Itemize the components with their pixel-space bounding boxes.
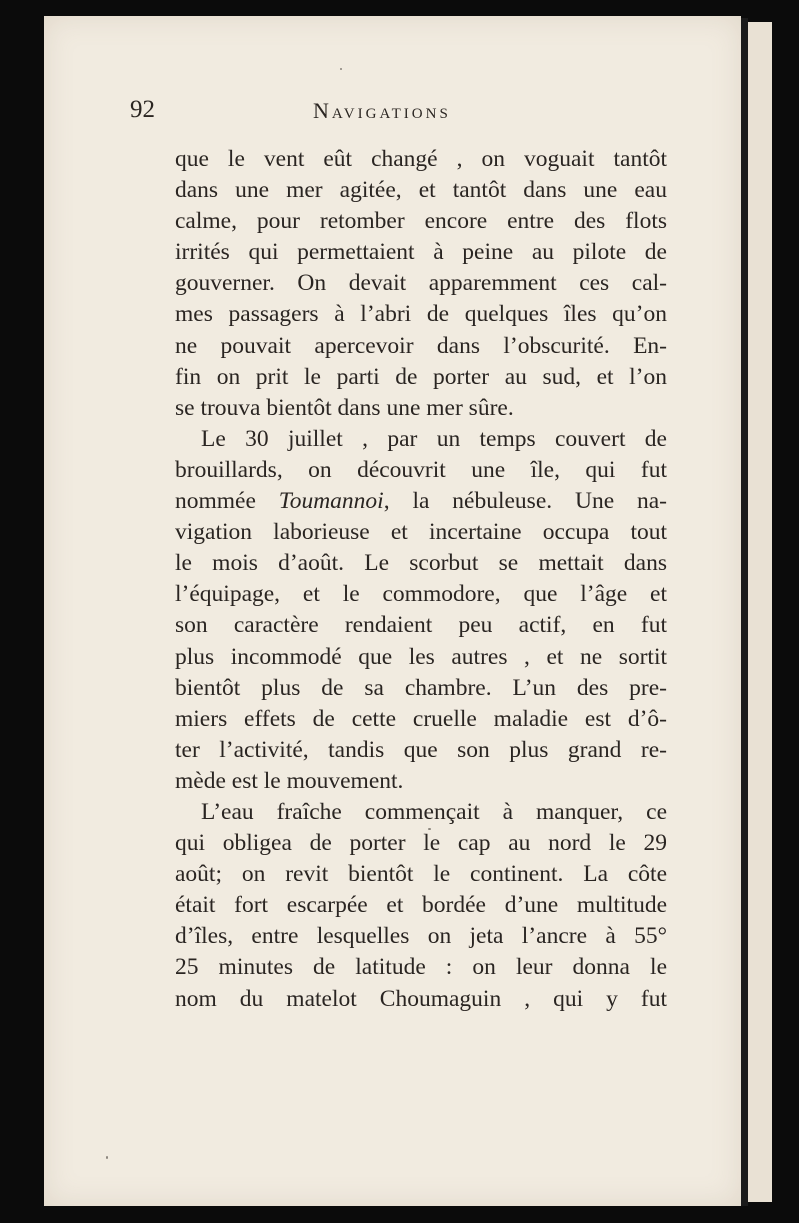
ship-name: Toumannoi	[278, 488, 384, 515]
text-line: qui obligea de porter le cap au nord le 29	[175, 830, 667, 857]
paragraph-start-line: L’eau fraîche commençait à manquer, ce	[201, 798, 667, 825]
page-gutter	[741, 18, 748, 1206]
text-line: nom du matelot Choumaguin , qui y fut	[175, 985, 667, 1012]
text-fragment: nommée	[175, 488, 279, 515]
text-line: brouillards, on découvrit une île, qui fut	[175, 456, 667, 483]
text-line: août; on revit bientôt le continent. La côte	[175, 861, 667, 888]
text-line: irrités qui permettaient à peine au pilote de	[175, 239, 667, 266]
text-line: le mois d’août. Le scorbut se mettait dans	[175, 550, 667, 577]
text-line: mes passagers à l’abri de quelques îles qu’on	[175, 301, 667, 328]
text-line: plus incommodé que les autres , et ne sortit	[175, 643, 667, 670]
paragraph-end-line: mède est le mouvement.	[175, 767, 404, 794]
text-fragment: , la nébuleuse. Une na-	[383, 488, 668, 515]
text-line: bientôt plus de sa chambre. L’un des pre-	[175, 674, 667, 701]
text-line: calme, pour retomber encore entre des flots	[175, 208, 667, 235]
text-line: 25 minutes de latitude : on leur donna le	[175, 954, 667, 981]
text-line: miers effets de cette cruelle maladie est d’ô-	[175, 705, 667, 732]
text-line: gouverner. On devait apparemment ces cal-	[175, 270, 667, 297]
text-line: fin on prit le parti de porter au sud, et l’on	[175, 363, 667, 390]
running-head: Navigations	[313, 98, 451, 123]
paper-speck	[340, 68, 342, 70]
body-text	[175, 144, 667, 1015]
facing-page-edge	[748, 22, 772, 1202]
page-header	[130, 96, 510, 136]
paragraph-end-line: se trouva bientôt dans une mer sûre.	[175, 394, 514, 421]
text-line: était fort escarpée et bordée d’une multitude	[175, 892, 667, 919]
paragraph-start-line: Le 30 juillet , par un temps couvert de	[201, 425, 667, 452]
page-number: 92	[130, 96, 155, 123]
text-line: son caractère rendaient peu actif, en fut	[175, 612, 667, 639]
text-line: que le vent eût changé , on voguait tantôt	[175, 146, 667, 172]
text-line: ne pouvait apercevoir dans l’obscurité. En-	[175, 332, 667, 359]
text-line: d’îles, entre lesquelles on jeta l’ancre à 55°	[175, 923, 667, 950]
text-line: l’équipage, et le commodore, que l’âge et	[175, 581, 667, 608]
paper-speck	[106, 1156, 108, 1159]
text-line: dans une mer agitée, et tantôt dans une eau	[175, 177, 667, 204]
text-line-with-name	[175, 486, 667, 517]
text-line: ter l’activité, tandis que son plus grand re-	[175, 736, 667, 763]
text-line: vigation laborieuse et incertaine occupa tout	[175, 519, 667, 546]
